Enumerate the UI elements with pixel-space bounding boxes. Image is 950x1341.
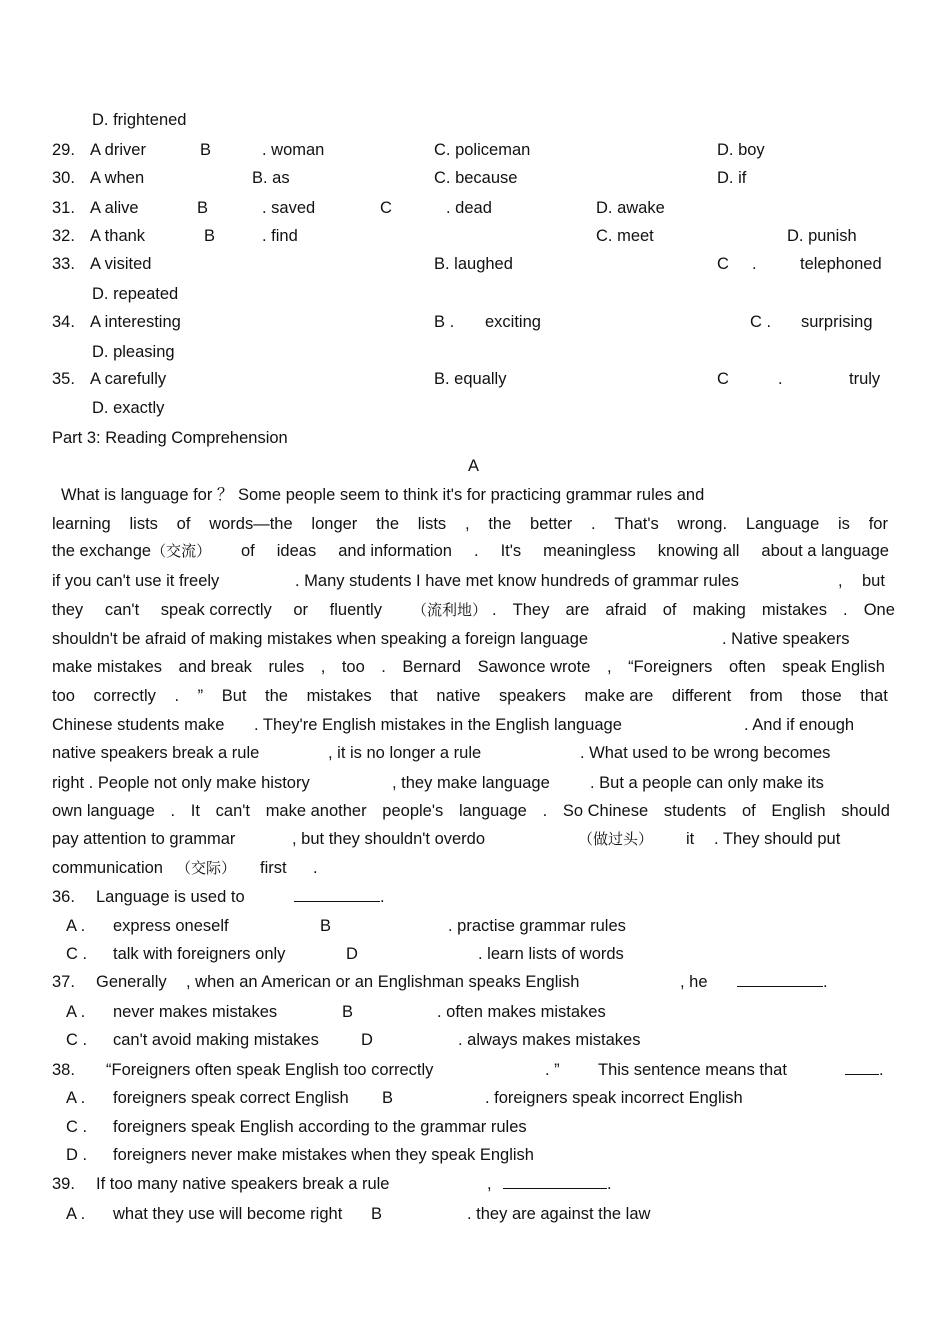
passage-line-9c: . And if enough [744, 716, 855, 734]
q30-option-c: C. because [434, 169, 518, 187]
q39-answer-blank[interactable]: . [503, 1174, 612, 1194]
passage-line-10b: , it is no longer a rule [328, 744, 482, 762]
passage-line-4c: , [838, 572, 843, 590]
passage-line-3a: the exchange（交流） [52, 542, 212, 560]
q36-option-b: . practise grammar rules [448, 917, 626, 935]
q35-option-b: B. equally [434, 370, 507, 388]
q31-option-d: D. awake [596, 199, 665, 217]
q35-option-c-dot: . [778, 370, 783, 388]
q38-answer-blank[interactable]: . [845, 1060, 884, 1080]
q30-option-a: A when [90, 169, 145, 187]
q39-option-b-letter: B [371, 1205, 383, 1223]
passage-line-4d: but [862, 572, 885, 590]
q34-number: 34. [52, 313, 75, 331]
q33-option-d: D. repeated [92, 285, 179, 303]
q37-option-d-letter: D [361, 1031, 373, 1049]
q31-option-b: . saved [262, 199, 316, 217]
q39-option-a: what they use will become right [113, 1205, 343, 1223]
q37-stem-a: Generally [96, 973, 167, 991]
q38-option-a-letter: A . [66, 1089, 86, 1107]
q32-option-d: D. punish [787, 227, 857, 245]
passage-line-14c: . [313, 859, 318, 877]
passage-line-10a: native speakers break a rule [52, 744, 260, 762]
q35-option-c: truly [849, 370, 881, 388]
q38-number: 38. [52, 1061, 75, 1079]
q35-option-d: D. exactly [92, 399, 165, 417]
q34-option-c-letter: C . [750, 313, 772, 331]
passage-line-13d: . They should put [714, 830, 841, 848]
q36-option-c-letter: C . [66, 945, 88, 963]
q37-stem-b: , when an American or an Englishman speaks English [186, 973, 580, 991]
q38-stem-c: This sentence means that [598, 1061, 787, 1079]
passage-label: A [468, 457, 480, 475]
q31-number: 31. [52, 199, 75, 217]
q33-number: 33. [52, 255, 75, 273]
passage-line-5a: they can't speak correctly or fluently [52, 601, 382, 619]
q34-option-b: exciting [485, 313, 541, 331]
q39-option-b: . they are against the law [467, 1205, 651, 1223]
q29-option-b-letter: B [200, 141, 212, 159]
q30-option-b: B. as [252, 169, 290, 187]
passage-line-1: What is language for ？ Some people seem to think it's for practicing grammar rules and [61, 486, 705, 504]
passage-line-9b: . They're English mistakes in the English language [254, 716, 622, 734]
q37-option-b: . often makes mistakes [437, 1003, 606, 1021]
passage-line-13b: , but they shouldn't overdo [292, 830, 486, 848]
passage-line-8: too correctly . ” But the mistakes that native speakers make are different from those that [52, 687, 888, 705]
passage-line-4a: if you can't use it freely [52, 572, 220, 590]
q29-option-d: D. boy [717, 141, 765, 159]
q30-number: 30. [52, 169, 75, 187]
q38-option-a: foreigners speak correct English [113, 1089, 349, 1107]
q33-option-b: B. laughed [434, 255, 513, 273]
q33-option-c-letter: C [717, 255, 729, 273]
q31-option-c: . dead [446, 199, 492, 217]
q38-option-b-letter: B [382, 1089, 394, 1107]
q38-option-d: foreigners never make mistakes when they speak English [113, 1146, 534, 1164]
q38-stem-a: “Foreigners often speak English too correctly [106, 1061, 434, 1079]
q38-option-c: foreigners speak English according to the grammar rules [113, 1118, 527, 1136]
q29-option-b: . woman [262, 141, 325, 159]
passage-line-14a: communication [52, 859, 163, 877]
q36-option-d: . learn lists of words [478, 945, 624, 963]
q37-option-a: never makes mistakes [113, 1003, 278, 1021]
q36-option-d-letter: D [346, 945, 358, 963]
q36-option-a-letter: A . [66, 917, 86, 935]
q38-stem-b: . ” [545, 1061, 560, 1079]
q34-option-a: A interesting [90, 313, 181, 331]
passage-line-5b: . They are afraid of making mistakes . One [492, 601, 895, 619]
q39-number: 39. [52, 1175, 75, 1193]
q32-number: 32. [52, 227, 75, 245]
q37-option-d: . always makes mistakes [458, 1031, 641, 1049]
q31-option-c-letter: C [380, 199, 392, 217]
passage-line-3b: of ideas and information . It's meaningless knowing all about a language [241, 542, 889, 560]
passage-line-2: learning lists of words—the longer the lists , the better . That's wrong. Language is for [52, 515, 888, 533]
q38-option-c-letter: C . [66, 1118, 88, 1136]
q35-number: 35. [52, 370, 75, 388]
q37-option-c-letter: C . [66, 1031, 88, 1049]
passage-line-9a: Chinese students make [52, 716, 225, 734]
passage-line-4b: . Many students I have met know hundreds of grammar rules [295, 572, 739, 590]
q29-option-a: A driver [90, 141, 146, 159]
q36-number: 36. [52, 888, 75, 906]
q29-number: 29. [52, 141, 75, 159]
q32-option-c: C. meet [596, 227, 654, 245]
q38-option-b: . foreigners speak incorrect English [485, 1089, 743, 1107]
q36-option-b-letter: B [320, 917, 332, 935]
q36-option-c: talk with foreigners only [113, 945, 286, 963]
q39-stem: If too many native speakers break a rule [96, 1175, 390, 1193]
passage-line-6b: . Native speakers [722, 630, 850, 648]
q33-option-a: A visited [90, 255, 152, 273]
q29-option-c: C. policeman [434, 141, 531, 159]
q36-option-a: express oneself [113, 917, 229, 935]
passage-line-7: make mistakes and break rules , too . Bernard Sawonce wrote , “Foreigners often speak English [52, 658, 885, 676]
passage-line-11b: , they make language [392, 774, 550, 792]
q37-stem-c: , he [680, 973, 708, 991]
q37-option-b-letter: B [342, 1003, 354, 1021]
q31-option-b-letter: B [197, 199, 209, 217]
q30-option-d: D. if [717, 169, 747, 187]
q32-option-a: A thank [90, 227, 146, 245]
q36-answer-blank[interactable]: . [294, 887, 385, 907]
q39-stem-comma: , [487, 1175, 492, 1193]
passage-line-14-gloss: （交际） [176, 859, 237, 877]
part3-heading: Part 3: Reading Comprehension [52, 429, 288, 447]
q34-option-d: D. pleasing [92, 343, 175, 361]
q33-option-c: telephoned [800, 255, 882, 273]
passage-line-14b: first [260, 859, 287, 877]
q35-option-c-letter: C [717, 370, 729, 388]
passage-line-6a: shouldn't be afraid of making mistakes when speaking a foreign language [52, 630, 589, 648]
q34-option-c: surprising [801, 313, 873, 331]
passage-line-12: own language . It can't make another people's language . So Chinese students of English should [52, 802, 890, 820]
passage-line-10c: . What used to be wrong becomes [580, 744, 831, 762]
q33-option-c-dot: . [752, 255, 757, 273]
q32-option-b: . find [262, 227, 298, 245]
q36-stem: Language is used to [96, 888, 245, 906]
q35-option-a: A carefully [90, 370, 167, 388]
q37-option-c: can't avoid making mistakes [113, 1031, 319, 1049]
q38-option-d-letter: D . [66, 1146, 88, 1164]
passage-line-13c: it [686, 830, 695, 848]
q37-option-a-letter: A . [66, 1003, 86, 1021]
passage-line-5-gloss: （流利地） [412, 601, 488, 619]
q32-option-b-letter: B [204, 227, 216, 245]
passage-line-13a: pay attention to grammar [52, 830, 236, 848]
q37-answer-blank[interactable]: . [737, 972, 828, 992]
q37-number: 37. [52, 973, 75, 991]
q34-option-b-letter: B . [434, 313, 455, 331]
passage-line-11c: . But a people can only make its [590, 774, 824, 792]
q28-option-d: D. frightened [92, 111, 187, 129]
passage-line-13-gloss: （做过头） [578, 830, 654, 848]
q39-option-a-letter: A . [66, 1205, 86, 1223]
passage-line-11a: right . People not only make history [52, 774, 310, 792]
q31-option-a: A alive [90, 199, 139, 217]
